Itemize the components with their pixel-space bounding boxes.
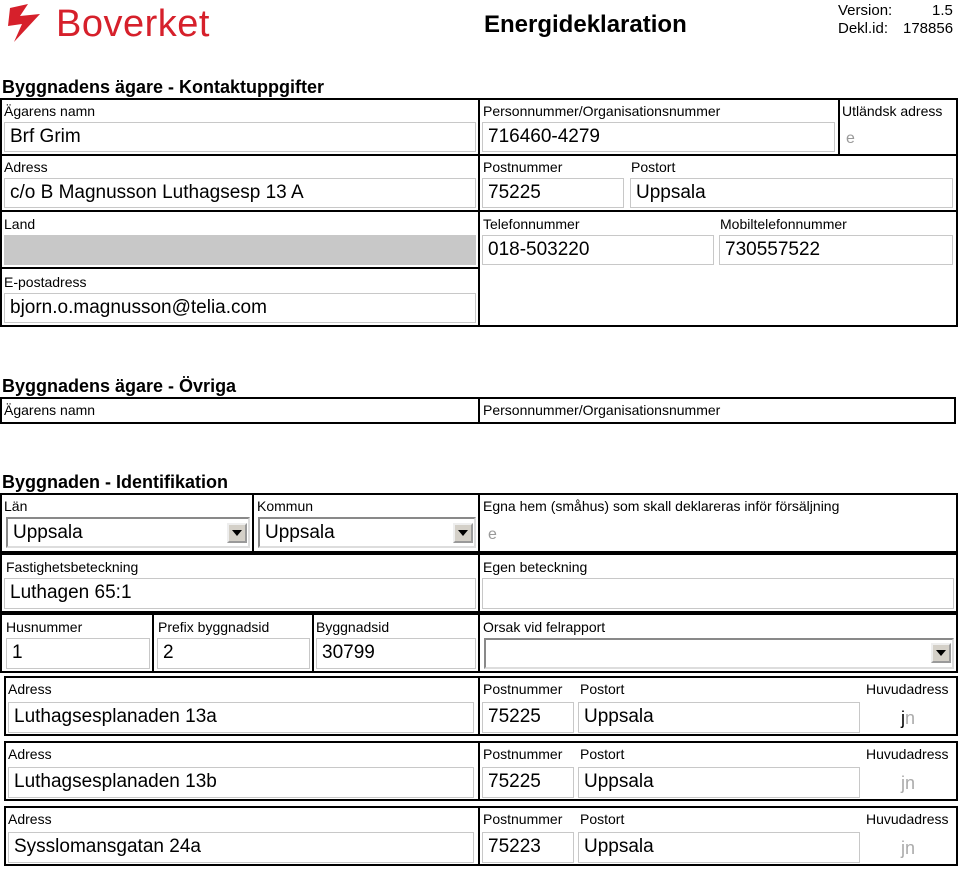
foreign-address-checkbox[interactable]: e <box>846 130 855 147</box>
divider <box>478 397 480 424</box>
egna-hem-checkbox[interactable]: e <box>488 526 497 543</box>
husnummer-label: Husnummer <box>6 619 83 635</box>
kommun-dropdown-button[interactable] <box>453 523 473 543</box>
orsak-label: Orsak vid felrapport <box>483 619 606 635</box>
row-address-label: Adress <box>8 811 52 827</box>
main-address-toggle[interactable] <box>901 773 915 794</box>
row-city-field[interactable]: Uppsala <box>578 767 860 798</box>
divider <box>312 613 314 673</box>
main-no-glyph: n <box>905 708 916 728</box>
row-address-field[interactable]: Luthagsesplanaden 13a <box>8 702 474 733</box>
row-city-label: Postort <box>580 746 625 762</box>
owner-name-field[interactable]: Brf Grim <box>4 122 476 152</box>
logo-text: Boverket <box>56 3 210 45</box>
zip-field[interactable]: 75225 <box>482 178 624 208</box>
row-city-field[interactable]: Uppsala <box>578 832 860 863</box>
pnr-field[interactable]: 716460-4279 <box>482 122 835 152</box>
mobile-field[interactable]: 730557522 <box>719 235 953 265</box>
version-label: Version: <box>838 2 893 19</box>
byggnadsid-field[interactable]: 30799 <box>316 638 476 669</box>
version-value: 1.5 <box>932 2 953 19</box>
main-yes-glyph: j <box>901 838 905 858</box>
row-address-label: Adress <box>8 681 52 697</box>
email-field[interactable]: bjorn.o.magnusson@telia.com <box>4 293 476 323</box>
divider <box>0 210 958 212</box>
orsak-select[interactable] <box>484 638 954 669</box>
pnr-label: Personnummer/Organisationsnummer <box>483 103 721 119</box>
country-field[interactable] <box>4 235 476 265</box>
city-field[interactable]: Uppsala <box>630 178 953 208</box>
other-owner-name-label: Ägarens namn <box>4 402 96 418</box>
logo-mark-icon <box>6 2 56 46</box>
divider <box>0 267 480 269</box>
fastighet-field[interactable]: Luthagen 65:1 <box>4 578 476 609</box>
boverket-logo <box>6 2 221 46</box>
main-no-glyph: n <box>905 838 916 858</box>
lan-select-value: Uppsala <box>13 522 83 543</box>
row-main-label: Huvudadress <box>866 746 949 762</box>
chevron-down-icon <box>458 530 468 536</box>
building-title: Byggnaden - Identifikation <box>2 472 229 492</box>
row-zip-field[interactable]: 75225 <box>482 767 574 798</box>
email-label: E-postadress <box>4 274 87 290</box>
deklid-label: Dekl.id: <box>838 20 889 37</box>
phone-label: Telefonnummer <box>483 216 580 232</box>
divider <box>152 613 154 673</box>
row-main-label: Huvudadress <box>866 811 949 827</box>
divider <box>252 493 254 553</box>
owner-other-title: Byggnadens ägare - Övriga <box>2 376 237 396</box>
lan-label: Län <box>4 498 28 514</box>
owner-contact-title: Byggnadens ägare - Kontaktuppgifter <box>2 77 325 97</box>
kommun-select-value: Uppsala <box>265 522 335 543</box>
row-address-field[interactable]: Luthagsesplanaden 13b <box>8 767 474 798</box>
divider <box>0 154 958 156</box>
husnummer-field[interactable]: 1 <box>6 638 150 669</box>
main-address-toggle[interactable] <box>901 838 915 859</box>
main-address-toggle[interactable] <box>901 708 915 729</box>
egen-beteckning-field[interactable] <box>482 578 954 609</box>
main-yes-glyph: j <box>901 773 905 793</box>
chevron-down-icon <box>232 530 242 536</box>
divider <box>478 613 480 673</box>
divider <box>478 741 480 801</box>
row-zip-field[interactable]: 75225 <box>482 702 574 733</box>
kommun-label: Kommun <box>257 498 314 514</box>
prefix-label: Prefix byggnadsid <box>158 619 270 635</box>
byggnadsid-label: Byggnadsid <box>316 619 390 635</box>
divider <box>478 98 480 327</box>
row-zip-field[interactable]: 75223 <box>482 832 574 863</box>
row-zip-label: Postnummer <box>483 681 563 697</box>
divider <box>478 493 480 553</box>
row-city-label: Postort <box>580 811 625 827</box>
egen-beteckning-label: Egen beteckning <box>483 559 588 575</box>
divider <box>838 98 840 155</box>
kommun-select[interactable] <box>258 517 476 548</box>
divider <box>478 676 480 736</box>
country-label: Land <box>4 216 36 232</box>
zip-label: Postnummer <box>483 159 563 175</box>
row-main-label: Huvudadress <box>866 681 949 697</box>
egna-hem-label: Egna hem (småhus) som skall deklareras inför försäljning <box>483 498 840 514</box>
mobile-label: Mobiltelefonnummer <box>720 216 847 232</box>
prefix-field[interactable]: 2 <box>157 638 310 669</box>
row-address-label: Adress <box>8 746 52 762</box>
page-title: Energideklaration <box>484 11 687 38</box>
address-field[interactable]: c/o B Magnusson Luthagsesp 13 A <box>4 178 476 208</box>
row-address-field[interactable]: Sysslomansgatan 24a <box>8 832 474 863</box>
city-label: Postort <box>631 159 676 175</box>
lan-select[interactable] <box>6 517 250 548</box>
row-city-field[interactable]: Uppsala <box>578 702 860 733</box>
chevron-down-icon <box>936 650 946 656</box>
orsak-dropdown-button[interactable] <box>931 643 951 663</box>
row-zip-label: Postnummer <box>483 811 563 827</box>
fastighet-label: Fastighetsbeteckning <box>6 559 139 575</box>
divider <box>478 553 480 613</box>
lan-dropdown-button[interactable] <box>227 523 247 543</box>
row-zip-label: Postnummer <box>483 746 563 762</box>
deklid-value: 178856 <box>903 20 954 37</box>
main-yes-glyph: j <box>901 708 905 728</box>
row-city-label: Postort <box>580 681 625 697</box>
owner-name-label: Ägarens namn <box>4 103 96 119</box>
phone-field[interactable]: 018-503220 <box>482 235 714 265</box>
divider <box>478 806 480 866</box>
other-pnr-label: Personnummer/Organisationsnummer <box>483 402 721 418</box>
main-no-glyph: n <box>905 773 916 793</box>
foreign-address-label: Utländsk adress <box>842 103 943 119</box>
address-label: Adress <box>4 159 48 175</box>
